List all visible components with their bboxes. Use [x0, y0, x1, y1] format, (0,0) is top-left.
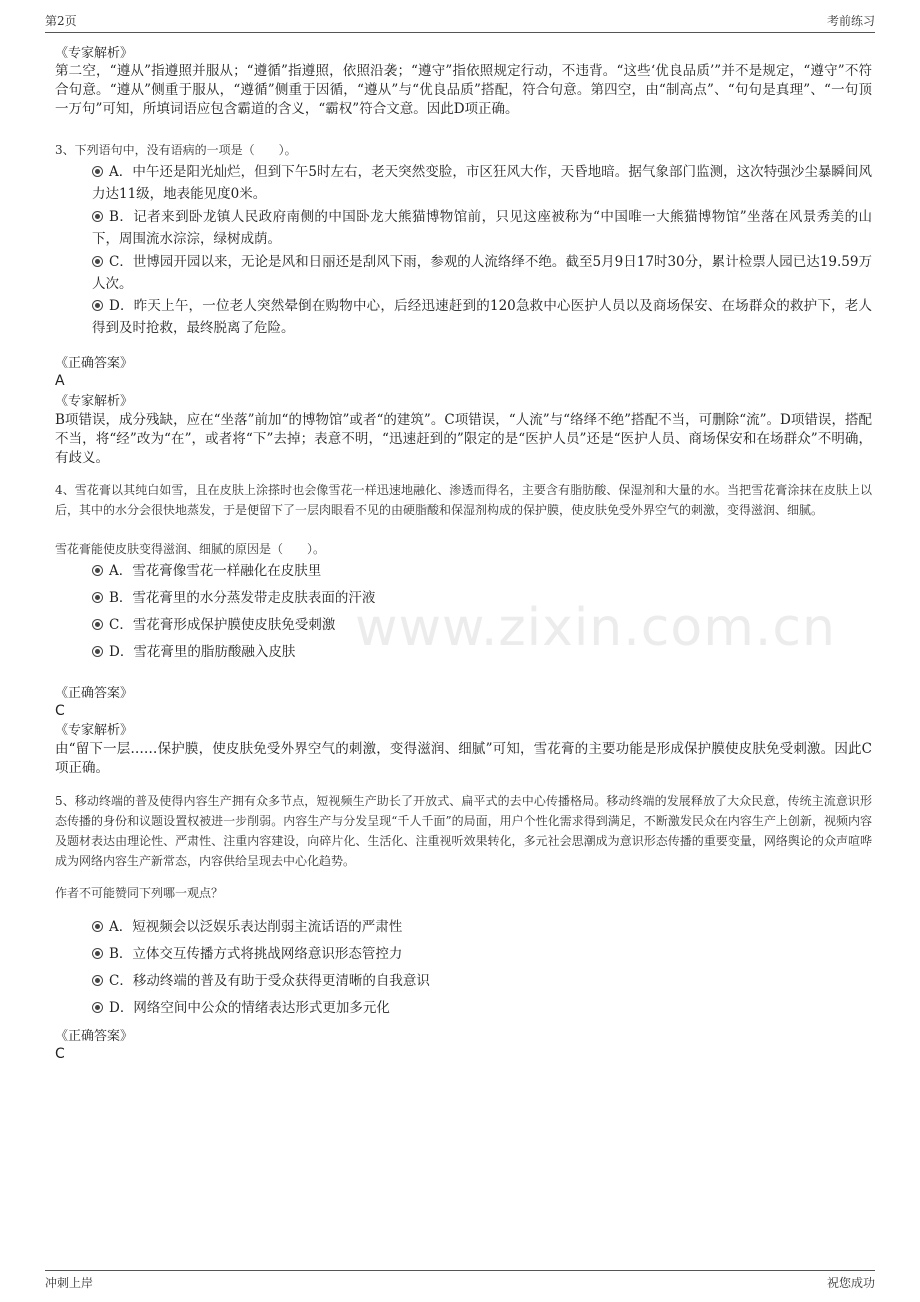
analysis-text: B项错误，成分残缺，应在“坐落”前加“的博物馆”或者“的建筑”。C项错误，“人流”与“络绎不绝”搭配不当，可删除“流”。D项错误，搭配不当，将“经”改为“在”，或者将“下”去掉；表意不明，“迅速赶到的”限定的是“医护人员”还是“医护人员、商场保安和在场群众”不明确，有歧义。 [55, 412, 872, 466]
radio-icon[interactable] [92, 619, 103, 630]
page-number: 第2页 [45, 14, 77, 28]
question-5-stem: 作者不可能赞同下列哪一观点？ [55, 886, 224, 900]
q4-option-b[interactable] [92, 587, 872, 609]
footer-left: 冲刺上岸 [45, 1276, 94, 1290]
option-letter: D． [109, 644, 134, 660]
question-5-passage: 5、移动终端的普及使得内容生产拥有众多节点，短视频生产助长了开放式、扁平式的去中心传播格局。移动终端的发展释放了大众民意，传统主流意识形态传播的身份和议题设置权被进一步削弱。内容生产与分发呈现“千人千面”的局面，用户个性化需求得到满足，不断激发民众在内容生产上创新，视频内容及题材表达由理论性、严肃性、注重内容建设，向碎片化、生活化、注重视听效果转化，多元社会思潮成为意识形态传播的重要变量，网络舆论的众声喧哗成为网络内容生产新常态，内容供给呈现去中心化趋势。 [55, 794, 872, 868]
answer-value: A [55, 373, 65, 389]
option-text: 移动终端的普及有助于受众获得更清晰的自我意识 [132, 973, 430, 989]
q5-option-a[interactable] [92, 916, 872, 938]
answer-value: C [55, 703, 65, 719]
option-text: 雪花膏形成保护膜使皮肤免受刺激 [132, 617, 336, 633]
radio-icon[interactable] [92, 256, 103, 267]
question-4-stem: 雪花膏能使皮肤变得滋润、细腻的原因是（ ）。 [55, 542, 326, 556]
option-letter: A． [109, 164, 133, 180]
option-letter: C． [109, 254, 133, 270]
answer-value: C [55, 1046, 65, 1062]
option-text: 雪花膏像雪花一样融化在皮肤里 [132, 563, 322, 579]
option-letter: A． [109, 563, 133, 579]
option-text: 雪花膏里的水分蒸发带走皮肤表面的汗液 [132, 590, 376, 606]
watermark: www.zixin.com.cn [355, 598, 836, 658]
radio-icon[interactable] [92, 1002, 103, 1013]
radio-icon[interactable] [92, 948, 103, 959]
option-text: 网络空间中公众的情绪表达形式更加多元化 [133, 1000, 390, 1016]
q4-option-d[interactable] [92, 641, 872, 663]
page-footer [45, 1270, 875, 1291]
option-text: 立体交互传播方式将挑战网络意识形态管控力 [132, 946, 403, 962]
q5-option-c[interactable] [92, 970, 872, 992]
option-text: 短视频会以泛娱乐表达削弱主流话语的严肃性 [132, 919, 403, 935]
footer-right: 祝您成功 [826, 1276, 875, 1290]
q4-option-c[interactable] [92, 614, 872, 636]
option-letter: C． [109, 617, 133, 633]
answer-label: 《正确答案》 [55, 356, 134, 371]
page-header [45, 12, 875, 33]
option-letter: C． [109, 973, 133, 989]
option-letter: D． [109, 1000, 134, 1016]
q4-option-a[interactable] [92, 560, 872, 582]
question-4-passage: 4、雪花膏以其纯白如雪，且在皮肤上涂搽时也会像雪花一样迅速地融化、渗透而得名，主要含有脂肪酸、保湿剂和大量的水。当把雪花膏涂抹在皮肤上以后，其中的水分会很快地蒸发，于是便留下了一层肉眼看不见的由硬脂酸和保湿剂构成的保护膜，使皮肤免受外界空气的刺激，变得滋润、细腻。 [55, 483, 872, 517]
header-title: 考前练习 [826, 14, 875, 28]
q3-option-c[interactable] [92, 251, 872, 295]
analysis-text: 由“留下一层……保护膜，使皮肤免受外界空气的刺激，变得滋润、细腻”可知，雪花膏的主要功能是形成保护膜使皮肤免受刺激。因此C项正确。 [55, 741, 872, 776]
radio-icon[interactable] [92, 975, 103, 986]
option-letter: B． [109, 590, 133, 606]
option-letter: B． [109, 209, 134, 225]
radio-icon[interactable] [92, 166, 103, 177]
q3-option-a[interactable] [92, 161, 872, 205]
q3-option-d[interactable] [92, 295, 872, 339]
analysis-label: 《专家解析》 [55, 723, 134, 738]
option-letter: A． [109, 919, 133, 935]
option-text: 世博园开园以来，无论是风和日丽还是刮风下雨，参观的人流络绎不绝。截至5月9日17时30分，累计检票人园已达19.59万人次。 [92, 254, 872, 292]
q5-option-d[interactable] [92, 997, 872, 1019]
answer-label: 《正确答案》 [55, 1029, 134, 1044]
option-text: 雪花膏里的脂肪酸融入皮肤 [133, 644, 296, 660]
q3-option-b[interactable] [92, 206, 872, 250]
analysis-text: 第二空，“遵从”指遵照并服从；“遵循”指遵照，依照沿袭；“遵守”指依照规定行动，不违背。“这些‘优良品质’”并不是规定，“遵守”不符合句意。“遵从”侧重于服从，“遵循”侧重于因循，“遵从”与“优良品质”搭配，符合句意。第四空，由“制高点”、“句句是真理”、“一句顶一万句”可知，所填词语应包含霸道的含义，“霸权”符合文意。因此D项正确。 [55, 63, 872, 117]
radio-icon[interactable] [92, 565, 103, 576]
radio-icon[interactable] [92, 646, 103, 657]
analysis-label: 《专家解析》 [55, 46, 134, 61]
radio-icon[interactable] [92, 921, 103, 932]
radio-icon[interactable] [92, 211, 103, 222]
answer-label: 《正确答案》 [55, 686, 134, 701]
q5-option-b[interactable] [92, 943, 872, 965]
question-3-stem: 3、下列语句中，没有语病的一项是（ ）。 [55, 143, 297, 157]
option-text: 昨天上午，一位老人突然晕倒在购物中心，后经迅速赶到的120急救中心医护人员以及商场保安、在场群众的救护下，老人得到及时抢救，最终脱离了危险。 [92, 298, 872, 336]
radio-icon[interactable] [92, 300, 103, 311]
option-letter: D． [109, 298, 134, 314]
option-letter: B． [109, 946, 133, 962]
analysis-label: 《专家解析》 [55, 394, 134, 409]
option-text: 中午还是阳光灿烂，但到下午5时左右，老天突然变脸，市区狂风大作，天昏地暗。据气象部门监测，这次特强沙尘暴瞬间风力达11级，地表能见度0米。 [92, 164, 872, 202]
radio-icon[interactable] [92, 592, 103, 603]
option-text: 记者来到卧龙镇人民政府南侧的中国卧龙大熊猫博物馆前，只见这座被称为“中国唯一大熊猫博物馆”坐落在风景秀美的山下，周围流水淙淙，绿树成荫。 [92, 209, 872, 247]
